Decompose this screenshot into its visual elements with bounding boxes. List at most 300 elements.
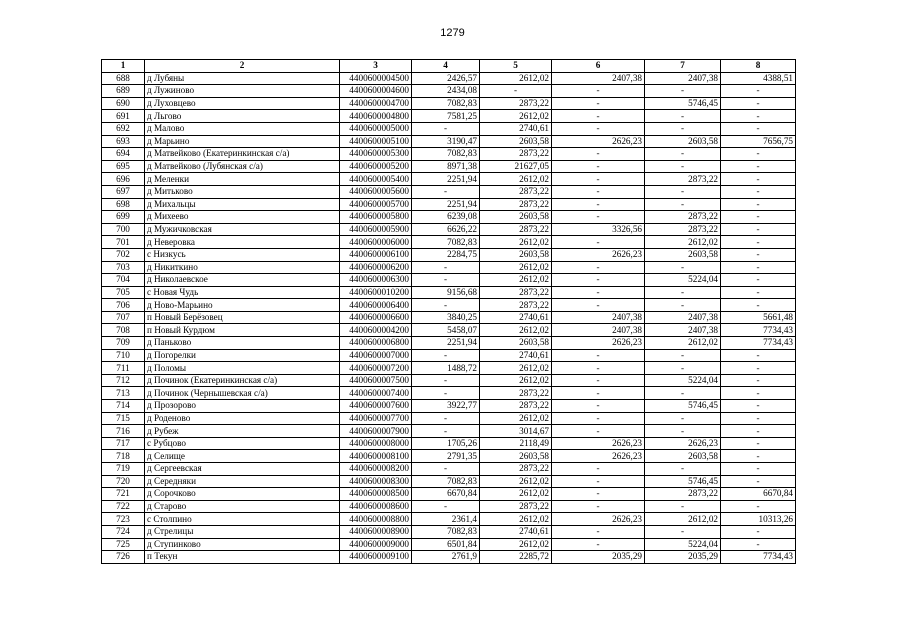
locality-code: 4400600007500: [340, 374, 412, 387]
value-col-5: 2603,58: [480, 211, 552, 224]
value-col-4: 2251,94: [412, 173, 480, 186]
value-col-6: 2626,23: [552, 513, 645, 526]
locality-name: п Новый Берёзовец: [145, 311, 340, 324]
value-col-8: -: [721, 299, 796, 312]
value-col-6: -: [552, 425, 645, 438]
locality-code: 4400600008200: [340, 463, 412, 476]
row-number: 718: [102, 450, 145, 463]
table-row: [102, 374, 796, 387]
value-col-5: 2285,72: [480, 551, 552, 564]
locality-code: 4400600005400: [340, 173, 412, 186]
table-row: [102, 513, 796, 526]
value-col-7: 5224,04: [645, 538, 721, 551]
value-col-8: -: [721, 400, 796, 413]
value-col-8: 7656,75: [721, 135, 796, 148]
locality-code: 4400600007000: [340, 349, 412, 362]
value-col-4: 8971,38: [412, 160, 480, 173]
value-col-6: -: [552, 538, 645, 551]
table-row: [102, 412, 796, 425]
value-col-7: -: [645, 425, 721, 438]
locality-code: 4400600006200: [340, 261, 412, 274]
locality-name: д Лужиново: [145, 85, 340, 98]
table-row: [102, 173, 796, 186]
value-col-5: 2612,02: [480, 362, 552, 375]
value-col-6: -: [552, 299, 645, 312]
column-header: 1: [102, 60, 145, 73]
value-col-8: -: [721, 248, 796, 261]
table-row: [102, 463, 796, 476]
value-col-6: 2407,38: [552, 72, 645, 85]
table-row: [102, 475, 796, 488]
value-col-5: 2612,02: [480, 72, 552, 85]
locality-code: 4400600008600: [340, 500, 412, 513]
locality-name: д Михальцы: [145, 198, 340, 211]
value-col-6: 3326,56: [552, 223, 645, 236]
table-row: [102, 337, 796, 350]
value-col-4: 3922,77: [412, 400, 480, 413]
table-body: [102, 72, 796, 563]
locality-name: д Михеево: [145, 211, 340, 224]
value-col-5: 2612,02: [480, 173, 552, 186]
value-col-6: -: [552, 349, 645, 362]
table-row: [102, 185, 796, 198]
locality-code: 4400600006600: [340, 311, 412, 324]
row-number: 695: [102, 160, 145, 173]
locality-code: 4400600009100: [340, 551, 412, 564]
value-col-4: -: [412, 185, 480, 198]
locality-code: 4400600005000: [340, 122, 412, 135]
value-col-8: -: [721, 450, 796, 463]
table-row: [102, 299, 796, 312]
value-col-4: -: [412, 425, 480, 438]
row-number: 722: [102, 500, 145, 513]
row-number: 694: [102, 148, 145, 161]
table-row: [102, 349, 796, 362]
row-number: 690: [102, 97, 145, 110]
locality-code: 4400600006800: [340, 337, 412, 350]
table-row: [102, 198, 796, 211]
value-col-6: -: [552, 374, 645, 387]
value-col-6: -: [552, 463, 645, 476]
locality-code: 4400600007400: [340, 387, 412, 400]
value-col-5: 2612,02: [480, 261, 552, 274]
table-row: [102, 488, 796, 501]
value-col-6: -: [552, 211, 645, 224]
value-col-6: -: [552, 286, 645, 299]
locality-code: 4400600007600: [340, 400, 412, 413]
table-row: [102, 148, 796, 161]
value-col-4: 2284,75: [412, 248, 480, 261]
value-col-4: 6501,84: [412, 538, 480, 551]
locality-name: д Ново-Марьино: [145, 299, 340, 312]
table-row: [102, 311, 796, 324]
row-number: 699: [102, 211, 145, 224]
row-number: 715: [102, 412, 145, 425]
table-row: [102, 362, 796, 375]
value-col-6: 2626,23: [552, 337, 645, 350]
row-number: 704: [102, 274, 145, 287]
row-number: 713: [102, 387, 145, 400]
value-col-6: -: [552, 110, 645, 123]
value-col-4: 7581,25: [412, 110, 480, 123]
value-col-5: 2873,22: [480, 387, 552, 400]
value-col-5: 2612,02: [480, 412, 552, 425]
locality-name: д Поломы: [145, 362, 340, 375]
value-col-5: 2873,22: [480, 198, 552, 211]
locality-name: д Роденово: [145, 412, 340, 425]
value-col-8: 6670,84: [721, 488, 796, 501]
value-col-8: -: [721, 437, 796, 450]
column-header: 6: [552, 60, 645, 73]
locality-name: д Рубеж: [145, 425, 340, 438]
value-col-7: 2035,29: [645, 551, 721, 564]
column-header: 7: [645, 60, 721, 73]
value-col-7: 5224,04: [645, 374, 721, 387]
value-col-4: 5458,07: [412, 324, 480, 337]
value-col-8: -: [721, 223, 796, 236]
locality-name: д Николаевское: [145, 274, 340, 287]
value-col-7: -: [645, 122, 721, 135]
value-col-7: -: [645, 286, 721, 299]
value-col-7: -: [645, 160, 721, 173]
value-col-6: -: [552, 274, 645, 287]
table-row: [102, 248, 796, 261]
row-number: 720: [102, 475, 145, 488]
locality-code: 4400600008000: [340, 437, 412, 450]
value-col-6: -: [552, 198, 645, 211]
value-col-8: -: [721, 412, 796, 425]
table-row: [102, 538, 796, 551]
column-header: 4: [412, 60, 480, 73]
value-col-7: 2626,23: [645, 437, 721, 450]
locality-name: с Столпино: [145, 513, 340, 526]
value-col-4: 9156,68: [412, 286, 480, 299]
value-col-4: 6626,22: [412, 223, 480, 236]
row-number: 706: [102, 299, 145, 312]
locality-code: 4400600004800: [340, 110, 412, 123]
value-col-4: -: [412, 299, 480, 312]
locality-code: 4400600005600: [340, 185, 412, 198]
value-col-8: 7734,43: [721, 324, 796, 337]
value-col-8: -: [721, 110, 796, 123]
row-number: 702: [102, 248, 145, 261]
value-col-5: 2612,02: [480, 374, 552, 387]
locality-code: 4400600006300: [340, 274, 412, 287]
locality-name: д Льгово: [145, 110, 340, 123]
locality-code: 4400600004200: [340, 324, 412, 337]
value-col-4: 6239,08: [412, 211, 480, 224]
locality-name: д Старово: [145, 500, 340, 513]
row-number: 700: [102, 223, 145, 236]
value-col-7: -: [645, 261, 721, 274]
row-number: 721: [102, 488, 145, 501]
locality-code: 4400600007900: [340, 425, 412, 438]
value-col-5: 2873,22: [480, 400, 552, 413]
value-col-4: 2434,08: [412, 85, 480, 98]
value-col-5: 2603,58: [480, 248, 552, 261]
table-row: [102, 274, 796, 287]
locality-name: д Починок (Екатеринкинская с/а): [145, 374, 340, 387]
value-col-5: 2740,61: [480, 311, 552, 324]
locality-code: 4400600005800: [340, 211, 412, 224]
value-col-5: 2873,22: [480, 299, 552, 312]
value-col-4: 6670,84: [412, 488, 480, 501]
value-col-6: 2407,38: [552, 311, 645, 324]
value-col-8: -: [721, 374, 796, 387]
value-col-8: -: [721, 286, 796, 299]
row-number: 714: [102, 400, 145, 413]
locality-name: д Селище: [145, 450, 340, 463]
value-col-5: 2612,02: [480, 110, 552, 123]
value-col-8: -: [721, 97, 796, 110]
value-col-5: 2873,22: [480, 286, 552, 299]
value-col-7: -: [645, 148, 721, 161]
value-col-7: 2873,22: [645, 173, 721, 186]
value-col-5: 2740,61: [480, 525, 552, 538]
row-number: 709: [102, 337, 145, 350]
row-number: 712: [102, 374, 145, 387]
value-col-6: -: [552, 148, 645, 161]
value-col-8: -: [721, 538, 796, 551]
value-col-4: 2361,4: [412, 513, 480, 526]
table-row: [102, 551, 796, 564]
value-col-7: -: [645, 299, 721, 312]
value-col-8: -: [721, 475, 796, 488]
value-col-7: 2407,38: [645, 324, 721, 337]
locality-name: д Середняки: [145, 475, 340, 488]
value-col-6: -: [552, 160, 645, 173]
locality-name: д Погорелки: [145, 349, 340, 362]
locality-code: 4400600009000: [340, 538, 412, 551]
table-row: [102, 500, 796, 513]
value-col-8: -: [721, 525, 796, 538]
table-row: [102, 85, 796, 98]
locality-name: д Луховцево: [145, 97, 340, 110]
locality-name: д Матвейково (Лубянская с/а): [145, 160, 340, 173]
value-col-7: 5746,45: [645, 400, 721, 413]
value-col-7: 2612,02: [645, 513, 721, 526]
value-col-6: -: [552, 122, 645, 135]
locality-code: 4400600004500: [340, 72, 412, 85]
row-number: 724: [102, 525, 145, 538]
value-col-6: -: [552, 185, 645, 198]
value-col-8: -: [721, 85, 796, 98]
table-row: [102, 425, 796, 438]
value-col-4: 7082,83: [412, 97, 480, 110]
table-row: [102, 135, 796, 148]
value-col-7: -: [645, 349, 721, 362]
value-col-5: 2612,02: [480, 324, 552, 337]
value-col-5: 2603,58: [480, 450, 552, 463]
value-col-6: -: [552, 500, 645, 513]
value-col-4: 2251,94: [412, 198, 480, 211]
locality-code: 4400600004700: [340, 97, 412, 110]
value-col-6: -: [552, 85, 645, 98]
row-number: 711: [102, 362, 145, 375]
row-number: 723: [102, 513, 145, 526]
locality-name: д Починок (Чернышевская с/а): [145, 387, 340, 400]
value-col-7: -: [645, 362, 721, 375]
value-col-8: -: [721, 463, 796, 476]
value-col-4: -: [412, 500, 480, 513]
value-col-4: 2251,94: [412, 337, 480, 350]
value-col-7: -: [645, 110, 721, 123]
value-col-8: -: [721, 261, 796, 274]
column-header: 8: [721, 60, 796, 73]
value-col-8: -: [721, 148, 796, 161]
locality-code: 4400600006400: [340, 299, 412, 312]
row-number: 710: [102, 349, 145, 362]
value-col-5: 2873,22: [480, 185, 552, 198]
locality-name: с Новая Чудь: [145, 286, 340, 299]
value-col-4: 7082,83: [412, 236, 480, 249]
locality-name: д Матвейково (Екатеринкинская с/а): [145, 148, 340, 161]
locality-name: д Паньково: [145, 337, 340, 350]
value-col-6: -: [552, 525, 645, 538]
row-number: 688: [102, 72, 145, 85]
value-col-8: -: [721, 173, 796, 186]
value-col-5: 2612,02: [480, 513, 552, 526]
table-row: [102, 160, 796, 173]
locality-name: с Рубцово: [145, 437, 340, 450]
locality-name: д Марьино: [145, 135, 340, 148]
locality-code: 4400600008300: [340, 475, 412, 488]
table-row: [102, 525, 796, 538]
table-row: [102, 450, 796, 463]
page-number: 1279: [440, 27, 465, 39]
value-col-7: 2612,02: [645, 236, 721, 249]
row-number: 717: [102, 437, 145, 450]
value-col-6: -: [552, 488, 645, 501]
value-col-8: 7734,43: [721, 337, 796, 350]
value-col-5: 2873,22: [480, 97, 552, 110]
value-col-8: -: [721, 185, 796, 198]
locality-code: 4400600004600: [340, 85, 412, 98]
row-number: 705: [102, 286, 145, 299]
value-col-6: -: [552, 412, 645, 425]
value-col-6: 2626,23: [552, 450, 645, 463]
value-col-8: -: [721, 349, 796, 362]
column-header: 3: [340, 60, 412, 73]
value-col-5: 2740,61: [480, 122, 552, 135]
table-row: [102, 261, 796, 274]
locality-name: д Неверовка: [145, 236, 340, 249]
column-header: 5: [480, 60, 552, 73]
row-number: 701: [102, 236, 145, 249]
value-col-7: -: [645, 198, 721, 211]
value-col-5: 2118,49: [480, 437, 552, 450]
value-col-5: 2740,61: [480, 349, 552, 362]
locality-code: 4400600006000: [340, 236, 412, 249]
row-number: 697: [102, 185, 145, 198]
value-col-8: 7734,43: [721, 551, 796, 564]
row-number: 689: [102, 85, 145, 98]
locality-name: д Лубяны: [145, 72, 340, 85]
value-col-7: 2873,22: [645, 488, 721, 501]
value-col-7: -: [645, 85, 721, 98]
value-col-8: -: [721, 198, 796, 211]
value-col-4: 1488,72: [412, 362, 480, 375]
table-row: [102, 72, 796, 85]
value-col-4: -: [412, 349, 480, 362]
locality-code: 4400600005900: [340, 223, 412, 236]
value-col-6: -: [552, 236, 645, 249]
value-col-8: -: [721, 425, 796, 438]
row-number: 726: [102, 551, 145, 564]
locality-code: 4400600007700: [340, 412, 412, 425]
value-col-5: 2612,02: [480, 538, 552, 551]
value-col-5: 2873,22: [480, 148, 552, 161]
locality-code: 4400600005700: [340, 198, 412, 211]
value-col-5: 2603,58: [480, 337, 552, 350]
value-col-4: 1705,26: [412, 437, 480, 450]
value-col-7: 2407,38: [645, 72, 721, 85]
value-col-4: -: [412, 463, 480, 476]
locality-name: п Текун: [145, 551, 340, 564]
locality-name: д Малово: [145, 122, 340, 135]
value-col-4: 2761,9: [412, 551, 480, 564]
value-col-5: 2612,02: [480, 236, 552, 249]
table-row: [102, 110, 796, 123]
locality-code: 4400600007200: [340, 362, 412, 375]
locality-code: 4400600008900: [340, 525, 412, 538]
value-col-4: 3840,25: [412, 311, 480, 324]
value-col-7: 2603,58: [645, 248, 721, 261]
value-col-7: -: [645, 525, 721, 538]
value-col-6: -: [552, 400, 645, 413]
value-col-6: 2035,29: [552, 551, 645, 564]
value-col-6: 2626,23: [552, 248, 645, 261]
value-col-7: 2603,58: [645, 450, 721, 463]
row-number: 708: [102, 324, 145, 337]
value-col-5: -: [480, 85, 552, 98]
value-col-7: 2407,38: [645, 311, 721, 324]
value-col-7: -: [645, 387, 721, 400]
value-col-4: 3190,47: [412, 135, 480, 148]
locality-code: 4400600010200: [340, 286, 412, 299]
value-col-5: 2612,02: [480, 488, 552, 501]
locality-code: 4400600008800: [340, 513, 412, 526]
value-col-4: -: [412, 374, 480, 387]
row-number: 725: [102, 538, 145, 551]
locality-code: 4400600008500: [340, 488, 412, 501]
row-number: 698: [102, 198, 145, 211]
value-col-4: -: [412, 412, 480, 425]
locality-name: д Меленки: [145, 173, 340, 186]
value-col-8: 4388,51: [721, 72, 796, 85]
locality-name: д Стрелицы: [145, 525, 340, 538]
row-number: 692: [102, 122, 145, 135]
value-col-4: 7082,83: [412, 148, 480, 161]
value-col-8: 5661,48: [721, 311, 796, 324]
value-col-7: 2873,22: [645, 223, 721, 236]
value-col-6: -: [552, 362, 645, 375]
data-table: [101, 59, 796, 564]
value-col-7: 2612,02: [645, 337, 721, 350]
table-row: [102, 211, 796, 224]
value-col-7: 5746,45: [645, 97, 721, 110]
locality-code: 4400600008100: [340, 450, 412, 463]
table-row: [102, 223, 796, 236]
locality-name: п Новый Курдюм: [145, 324, 340, 337]
value-col-4: -: [412, 122, 480, 135]
value-col-5: 2873,22: [480, 500, 552, 513]
row-number: 696: [102, 173, 145, 186]
value-col-5: 2612,02: [480, 274, 552, 287]
locality-name: с Низкусь: [145, 248, 340, 261]
table-row: [102, 387, 796, 400]
value-col-8: -: [721, 500, 796, 513]
